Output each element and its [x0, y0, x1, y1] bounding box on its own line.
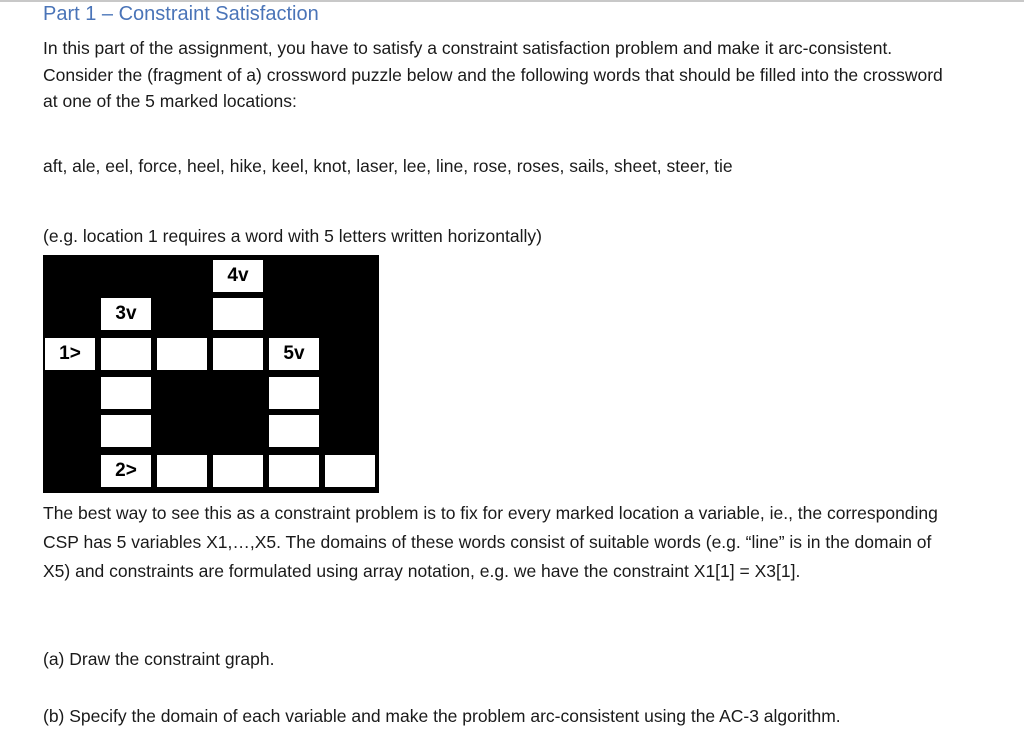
cell-1h-c3 — [212, 337, 264, 371]
cell-1h-c1 — [100, 337, 152, 371]
cell-4v: 4v — [212, 259, 264, 293]
intro-paragraph: In this part of the assignment, you have to satisfy a constraint satisfaction problem and make it arc-consistent. Consider the (fragment of a) crossword puzzle below and the following words that should be filled into the crossword at one of the 5 marked locations: — [43, 38, 943, 111]
cell-5v-r4 — [268, 414, 320, 448]
example-note: (e.g. location 1 requires a word with 5 letters written horizontally) — [43, 226, 542, 246]
cell-1h: 1> — [44, 337, 96, 371]
question-b: (b) Specify the domain of each variable and make the problem arc-consistent using the AC-3 algorithm. — [43, 706, 841, 726]
cell-2h-c3 — [268, 454, 320, 488]
cell-2h: 2> — [100, 454, 152, 488]
section-heading: Part 1 – Constraint Satisfaction — [43, 3, 319, 25]
top-rule — [0, 0, 1024, 2]
cell-5v-r3 — [268, 376, 320, 410]
word-list: aft, ale, eel, force, heel, hike, keel, knot, laser, lee, line, rose, roses, sails, sheet, steer, tie — [43, 156, 733, 176]
cell-3v-r4 — [100, 414, 152, 448]
explanation-paragraph: The best way to see this as a constraint problem is to fix for every marked location a variable, ie., the corresponding CSP has 5 variables X1,…,X5. The domains of these words consist of suitable words (e.g. “line” is in the domain of X5) and constraints are formulated using array notation, e.g. we have the constraint X1[1] = X3[1]. — [43, 503, 938, 581]
cell-5v: 5v — [268, 337, 320, 371]
crossword-grid — [43, 255, 379, 493]
cell-3v: 3v — [100, 297, 152, 331]
cell-2h-c1 — [156, 454, 208, 488]
cell-4v-r1 — [212, 297, 264, 331]
question-a: (a) Draw the constraint graph. — [43, 649, 275, 669]
cell-1h-c2 — [156, 337, 208, 371]
cell-3v-r3 — [100, 376, 152, 410]
cell-2h-c2 — [212, 454, 264, 488]
cell-2h-c4 — [324, 454, 376, 488]
